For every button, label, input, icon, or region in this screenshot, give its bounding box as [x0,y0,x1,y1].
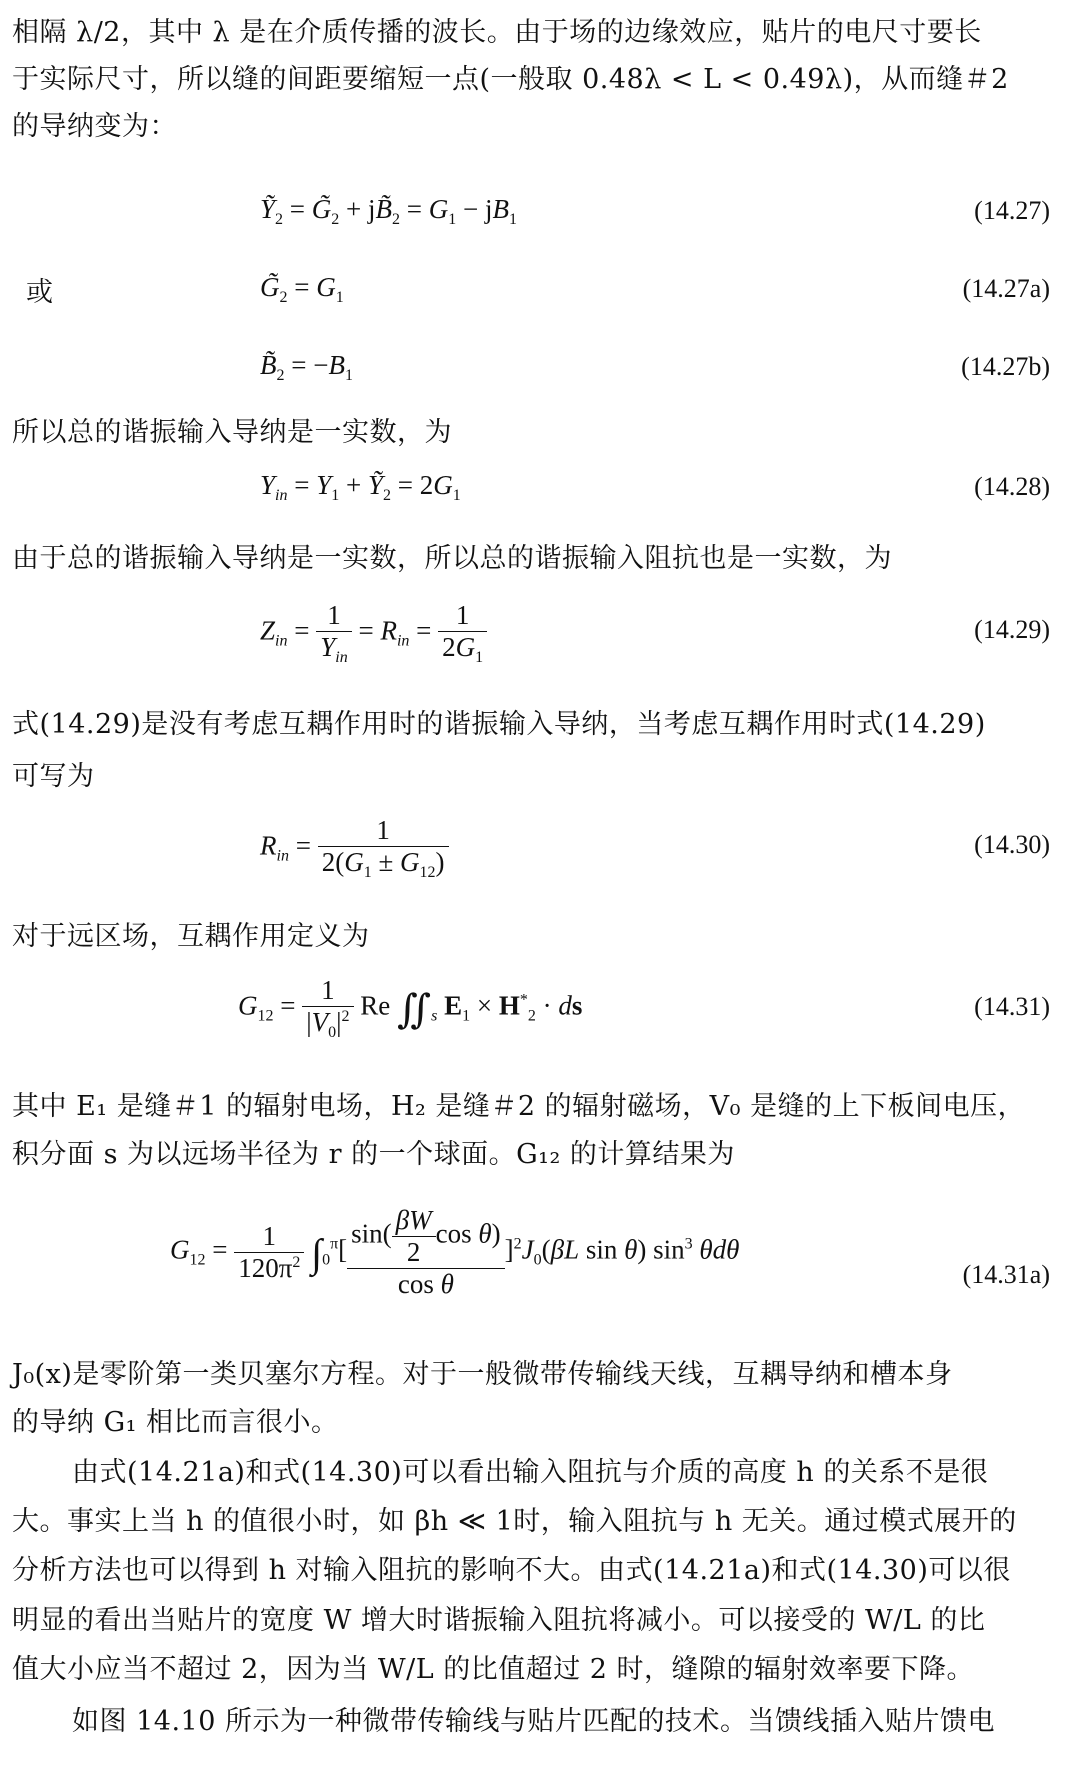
paragraph-line: 的导纳变为： [12,111,177,142]
paragraph-line: 可写为 [12,761,95,792]
equation-number: (14.27b) [961,352,1050,381]
paragraph-line: 由式(14.21a)和式(14.30)可以看出输入阻抗与介质的高度 h 的关系不是很 [72,1457,989,1488]
equation-number: (14.30) [974,830,1050,859]
equation-number: (14.28) [974,472,1050,501]
paragraph-line: 积分面 s 为以远场半径为 r 的一个球面。G₁₂ 的计算结果为 [12,1139,735,1170]
paragraph-line: 所以总的谐振输入导纳是一实数，为 [12,417,452,448]
paragraph-line: 大。事实上当 h 的值很小时，如 βh ≪ 1时，输入阻抗与 h 无关。通过模式展开的 [12,1506,1017,1537]
equation-14-31a: $G_{12}$ = $\frac{1}{120\pi^2}$ $\int_0^\pi$[ sin( $\frac{\beta W}{2}$ cos θ) cos θ ]$^2J_0(\beta L$ sin θ) $\sin^3 \theta d\theta$ [170,1205,740,1299]
paragraph-line: 于实际尺寸，所以缝的间距要缩短一点(一般取 0.48λ < L < 0.49λ)，从而缝＃2 [12,64,1009,95]
equation-14-27a: $G̃_2 = G_1$ [260,272,344,306]
or-label: 或 [26,277,53,308]
paragraph-line: 明显的看出当贴片的宽度 W 增大时谐振输入阻抗将减小。可以接受的 W/L 的比 [12,1605,986,1636]
paragraph-line: 如图 14.10 所示为一种微带传输线与贴片匹配的技术。当馈线插入贴片馈电 [72,1706,995,1737]
paragraph-line: 值大小应当不超过 2，因为当 W/L 的比值超过 2 时，缝隙的辐射效率要下降。 [12,1654,975,1685]
equation-number: (14.27a) [962,274,1050,303]
paragraph-line: 由于总的谐振输入导纳是一实数，所以总的谐振输入阻抗也是一实数，为 [12,543,892,574]
equation-number: (14.27) [974,196,1050,225]
paragraph-line: 相隔 λ/2，其中 λ 是在介质传播的波长。由于场的边缘效应，贴片的电尺寸要长 [12,17,982,48]
equation-14-27b: $B̃_2 = -B_1$ [260,350,353,384]
equation-number: (14.31a) [962,1260,1050,1289]
paragraph-line: 其中 E₁ 是缝＃1 的辐射电场，H₂ 是缝＃2 的辐射磁场，V₀ 是缝的上下板间电压， [12,1091,1026,1122]
equation-14-27: Ỹ$_2$ = $G̃_2$ + $jB̃_2 = G_1 - jB_1$ [260,194,517,228]
paragraph-line: J₀(x)是零阶第一类贝塞尔方程。对于一般微带传输线天线，互耦导纳和槽本身 [12,1359,953,1390]
equation-14-31: $G_{12}$ = $\frac{1}{|V_0|^2}$ Re $∬_s$ $E_1 \times H^*_2$ · ds [238,975,583,1041]
paragraph-line: 式(14.29)是没有考虑互耦作用时的谐振输入导纳，当考虑互耦作用时式(14.29) [12,709,986,740]
paragraph-line: 对于远区场，互耦作用定义为 [12,921,370,952]
equation-number: (14.29) [974,615,1050,644]
paragraph-line: 分析方法也可以得到 h 对输入阻抗的影响不大。由式(14.21a)和式(14.30)可以很 [12,1555,1011,1586]
equation-14-30: $R_{in}$ = $\frac{1}{2(G_1 \pm G_{12})}$ [260,815,449,882]
equation-14-28: $Y_{in} = Y_1$ + Ỹ$_2$ = $2G_1$ [260,470,461,504]
paragraph-line: 的导纳 G₁ 相比而言很小。 [12,1407,339,1438]
equation-14-29: $Z_{in}$ = $\frac{1}{Y_{in}}$ = $R_{in}$ = $\frac{1}{2G_1}$ [260,600,487,667]
equation-number: (14.31) [974,992,1050,1021]
